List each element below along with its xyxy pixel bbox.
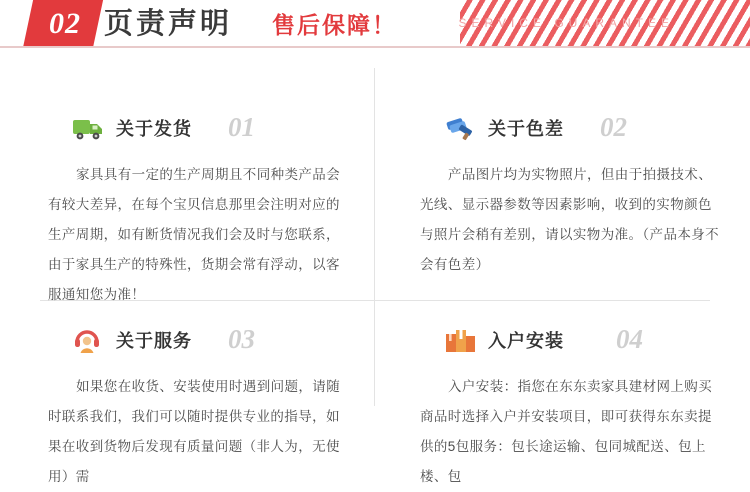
section-header	[420, 326, 730, 368]
header-english-caption: SERVICE GUARANTEE	[458, 16, 674, 30]
section-installation	[420, 326, 730, 492]
section-title: 入户安装	[488, 331, 564, 351]
section-color-difference	[420, 114, 730, 280]
section-text: 产品图片均为实物照片，但由于拍摄技术、光线、显示器参数等因素影响，收到的实物颜色与照片会稍有差别，请以实物为准。（产品本身不会有色差）	[420, 167, 720, 272]
section-number: 03	[228, 324, 255, 354]
section-header	[420, 114, 730, 156]
section-title: 关于服务	[116, 331, 192, 351]
vertical-divider	[374, 68, 375, 406]
section-number: 02	[600, 112, 627, 142]
section-number: 04	[616, 324, 643, 354]
section-title: 关于发货	[116, 119, 192, 139]
headset-service-icon	[72, 326, 106, 356]
truck-icon	[72, 114, 106, 144]
page-subtitle: 售后保障！	[272, 12, 397, 38]
section-number: 01	[228, 112, 255, 142]
section-service	[48, 326, 358, 492]
section-shipping	[48, 114, 358, 310]
header-badge-number: 02	[49, 7, 81, 40]
page-title: 页责声明	[104, 8, 233, 40]
section-title: 关于色差	[488, 119, 564, 139]
section-text: 如果您在收货、安装使用时遇到问题，请随时联系我们，我们可以随时提供专业的指导，如果在收到货物后发现有质量问题（非人为，无使用）需	[48, 379, 341, 484]
package-install-icon	[444, 326, 478, 356]
section-text: 家具具有一定的生产周期且不同种类产品会有较大差异，在每个宝贝信息那里会注明对应的生产周期，如有断货情况我们会及时与您联系，由于家具生产的特殊性，货期会常有浮动，以客服通知您为准！	[48, 167, 341, 302]
section-header	[48, 326, 358, 368]
section-text: 入户安装：指您在东东卖家具建材网上购买商品时选择入户并安装项目，即可获得东东卖提供的5包服务：包长途运输、包同城配送、包上楼、包	[420, 379, 713, 484]
color-swatch-icon	[444, 114, 478, 144]
section-header	[48, 114, 358, 156]
sections-grid	[0, 48, 750, 484]
page-header	[0, 0, 750, 48]
